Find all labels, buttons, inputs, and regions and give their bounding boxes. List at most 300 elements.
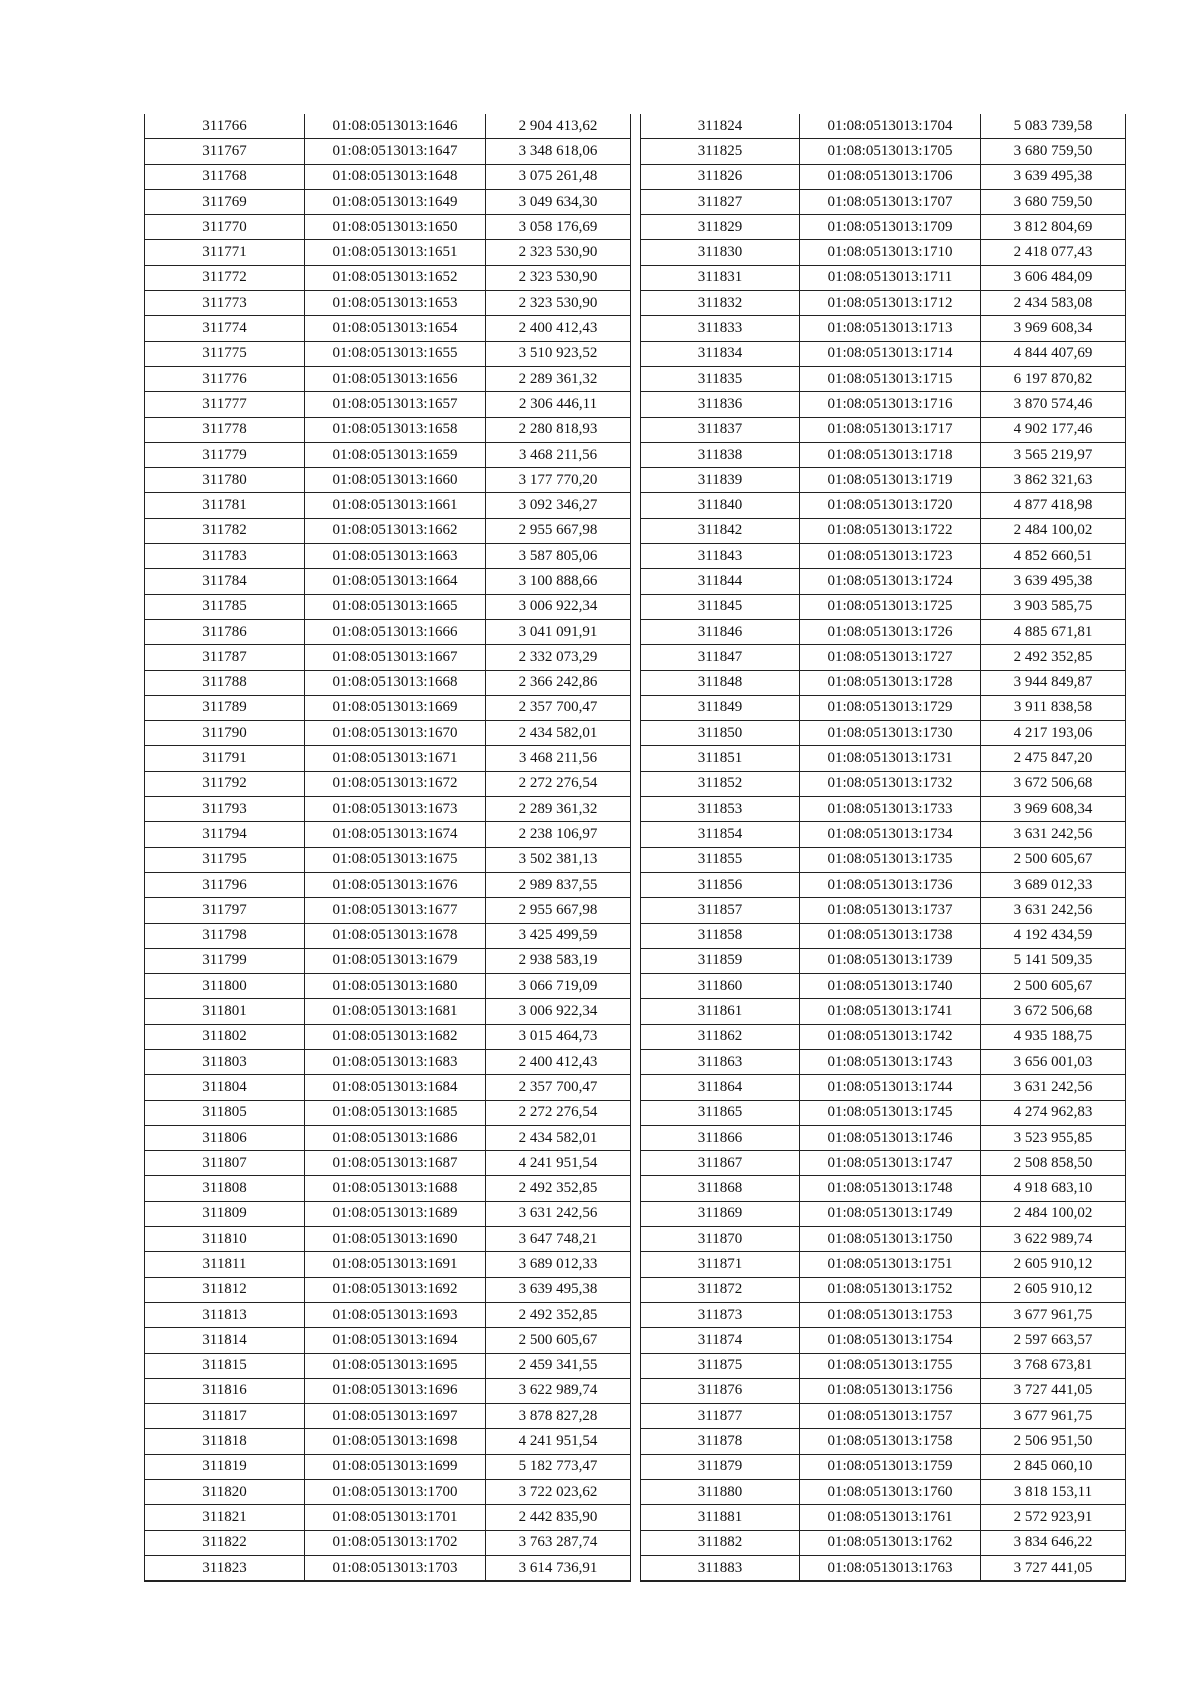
cadastral-value-cell: 6 197 870,82: [981, 366, 1126, 391]
cadastral-value-cell: 3 631 242,56: [981, 822, 1126, 847]
cadastral-number-cell: 01:08:0513013:1757: [800, 1404, 981, 1429]
cadastral-number-cell: 01:08:0513013:1663: [305, 544, 486, 569]
cadastral-number-cell: 01:08:0513013:1668: [305, 670, 486, 695]
cadastral-number-cell: 01:08:0513013:1652: [305, 265, 486, 290]
record-number-cell: 311814: [145, 1328, 305, 1353]
table-row: [641, 291, 1126, 316]
cadastral-number-cell: 01:08:0513013:1755: [800, 1353, 981, 1378]
cadastral-number-cell: 01:08:0513013:1754: [800, 1328, 981, 1353]
cadastral-number-cell: 01:08:0513013:1709: [800, 215, 981, 240]
record-number-cell: 311865: [641, 1100, 800, 1125]
table-row: [145, 569, 631, 594]
table-row: [145, 341, 631, 366]
record-number-cell: 311830: [641, 240, 800, 265]
record-number-cell: 311850: [641, 721, 800, 746]
cadastral-value-cell: 2 500 605,67: [981, 847, 1126, 872]
record-number-cell: 311800: [145, 974, 305, 999]
record-number-cell: 311774: [145, 316, 305, 341]
table-row: [641, 670, 1126, 695]
cadastral-number-cell: 01:08:0513013:1686: [305, 1125, 486, 1150]
cadastral-value-cell: 3 680 759,50: [981, 189, 1126, 214]
cadastral-value-cell: 3 468 211,56: [486, 746, 631, 771]
table-row: [145, 645, 631, 670]
table-row: [641, 999, 1126, 1024]
cadastral-number-cell: 01:08:0513013:1747: [800, 1151, 981, 1176]
cadastral-value-cell: 2 272 276,54: [486, 771, 631, 796]
cadastral-value-cell: 3 631 242,56: [486, 1201, 631, 1226]
table-row: [145, 493, 631, 518]
cadastral-value-cell: 3 092 346,27: [486, 493, 631, 518]
cadastral-number-cell: 01:08:0513013:1677: [305, 898, 486, 923]
record-number-cell: 311832: [641, 291, 800, 316]
table-row: [641, 366, 1126, 391]
table-row: [641, 797, 1126, 822]
table-row: [641, 544, 1126, 569]
cadastral-number-cell: 01:08:0513013:1738: [800, 923, 981, 948]
cadastral-value-cell: 3 006 922,34: [486, 999, 631, 1024]
table-row: [145, 164, 631, 189]
table-row: [145, 114, 631, 139]
table-row: [641, 898, 1126, 923]
cadastral-number-cell: 01:08:0513013:1736: [800, 872, 981, 897]
cadastral-value-cell: 2 434 582,01: [486, 721, 631, 746]
record-number-cell: 311821: [145, 1505, 305, 1530]
cadastral-number-cell: 01:08:0513013:1706: [800, 164, 981, 189]
cadastral-value-cell: 2 955 667,98: [486, 898, 631, 923]
cadastral-value-cell: 5 083 739,58: [981, 114, 1126, 139]
record-number-cell: 311855: [641, 847, 800, 872]
table-row: [641, 1454, 1126, 1479]
cadastral-value-cell: 2 492 352,85: [486, 1302, 631, 1327]
cadastral-number-cell: 01:08:0513013:1660: [305, 468, 486, 493]
table-row: [641, 1277, 1126, 1302]
cadastral-value-cell: 3 878 827,28: [486, 1404, 631, 1429]
record-number-cell: 311871: [641, 1252, 800, 1277]
record-number-cell: 311780: [145, 468, 305, 493]
cadastral-number-cell: 01:08:0513013:1646: [305, 114, 486, 139]
record-number-cell: 311787: [145, 645, 305, 670]
cadastral-value-cell: 3 631 242,56: [981, 1075, 1126, 1100]
table-row: [145, 746, 631, 771]
cadastral-value-cell: 3 647 748,21: [486, 1227, 631, 1252]
record-number-cell: 311767: [145, 139, 305, 164]
cadastral-number-cell: 01:08:0513013:1684: [305, 1075, 486, 1100]
cadastral-number-cell: 01:08:0513013:1715: [800, 366, 981, 391]
cadastral-number-cell: 01:08:0513013:1680: [305, 974, 486, 999]
table-row: [145, 1505, 631, 1530]
table-row: [145, 417, 631, 442]
record-number-cell: 311881: [641, 1505, 800, 1530]
cadastral-number-cell: 01:08:0513013:1703: [305, 1555, 486, 1581]
cadastral-value-cell: 2 400 412,43: [486, 1049, 631, 1074]
table-row: [641, 1227, 1126, 1252]
cadastral-number-cell: 01:08:0513013:1688: [305, 1176, 486, 1201]
cadastral-value-cell: 2 289 361,32: [486, 797, 631, 822]
record-number-cell: 311801: [145, 999, 305, 1024]
cadastral-value-cell: 3 656 001,03: [981, 1049, 1126, 1074]
cadastral-value-cell: 2 484 100,02: [981, 1201, 1126, 1226]
table-row: [145, 999, 631, 1024]
cadastral-value-cell: 2 500 605,67: [486, 1328, 631, 1353]
cadastral-value-cell: 2 357 700,47: [486, 1075, 631, 1100]
cadastral-number-cell: 01:08:0513013:1674: [305, 822, 486, 847]
cadastral-number-cell: 01:08:0513013:1735: [800, 847, 981, 872]
cadastral-value-cell: 4 902 177,46: [981, 417, 1126, 442]
cadastral-number-cell: 01:08:0513013:1740: [800, 974, 981, 999]
cadastral-value-cell: 3 523 955,85: [981, 1125, 1126, 1150]
record-number-cell: 311834: [641, 341, 800, 366]
record-number-cell: 311820: [145, 1480, 305, 1505]
table-row: [641, 392, 1126, 417]
record-number-cell: 311790: [145, 721, 305, 746]
table-row: [641, 1480, 1126, 1505]
table-row: [145, 215, 631, 240]
cadastral-number-cell: 01:08:0513013:1713: [800, 316, 981, 341]
record-number-cell: 311856: [641, 872, 800, 897]
cadastral-number-cell: 01:08:0513013:1758: [800, 1429, 981, 1454]
table-row: [145, 468, 631, 493]
record-number-cell: 311805: [145, 1100, 305, 1125]
cadastral-value-cell: 2 306 446,11: [486, 392, 631, 417]
cadastral-value-cell: 2 492 352,85: [981, 645, 1126, 670]
cadastral-value-cell: 2 238 106,97: [486, 822, 631, 847]
record-number-cell: 311771: [145, 240, 305, 265]
record-number-cell: 311835: [641, 366, 800, 391]
table-row: [641, 822, 1126, 847]
table-row: [641, 493, 1126, 518]
cadastral-value-cell: 3 834 646,22: [981, 1530, 1126, 1555]
table-row: [145, 619, 631, 644]
cadastral-value-cell: 3 818 153,11: [981, 1480, 1126, 1505]
cadastral-value-cell: 3 969 608,34: [981, 316, 1126, 341]
cadastral-value-cell: 2 605 910,12: [981, 1252, 1126, 1277]
table-row: [641, 872, 1126, 897]
record-number-cell: 311802: [145, 1024, 305, 1049]
cadastral-number-cell: 01:08:0513013:1728: [800, 670, 981, 695]
cadastral-number-cell: 01:08:0513013:1719: [800, 468, 981, 493]
cadastral-number-cell: 01:08:0513013:1763: [800, 1555, 981, 1581]
cadastral-number-cell: 01:08:0513013:1670: [305, 721, 486, 746]
cadastral-number-cell: 01:08:0513013:1648: [305, 164, 486, 189]
table-row: [145, 948, 631, 973]
cadastral-value-cell: 3 727 441,05: [981, 1555, 1126, 1581]
cadastral-number-cell: 01:08:0513013:1705: [800, 139, 981, 164]
cadastral-value-cell: 3 510 923,52: [486, 341, 631, 366]
table-row: [641, 1100, 1126, 1125]
cadastral-number-cell: 01:08:0513013:1692: [305, 1277, 486, 1302]
record-number-cell: 311877: [641, 1404, 800, 1429]
cadastral-number-cell: 01:08:0513013:1694: [305, 1328, 486, 1353]
record-number-cell: 311793: [145, 797, 305, 822]
record-number-cell: 311773: [145, 291, 305, 316]
cadastral-number-cell: 01:08:0513013:1716: [800, 392, 981, 417]
record-number-cell: 311879: [641, 1454, 800, 1479]
table-row: [641, 240, 1126, 265]
table-row: [145, 1353, 631, 1378]
table-row: [641, 417, 1126, 442]
record-number-cell: 311808: [145, 1176, 305, 1201]
cadastral-value-cell: 3 425 499,59: [486, 923, 631, 948]
cadastral-value-cell: 3 768 673,81: [981, 1353, 1126, 1378]
table-row: [641, 746, 1126, 771]
cadastral-number-cell: 01:08:0513013:1679: [305, 948, 486, 973]
cadastral-number-cell: 01:08:0513013:1662: [305, 518, 486, 543]
record-number-cell: 311791: [145, 746, 305, 771]
cadastral-number-cell: 01:08:0513013:1743: [800, 1049, 981, 1074]
table-row: [145, 1176, 631, 1201]
record-number-cell: 311813: [145, 1302, 305, 1327]
record-number-cell: 311858: [641, 923, 800, 948]
cadastral-number-cell: 01:08:0513013:1682: [305, 1024, 486, 1049]
cadastral-number-cell: 01:08:0513013:1742: [800, 1024, 981, 1049]
cadastral-value-cell: 3 672 506,68: [981, 771, 1126, 796]
record-number-cell: 311824: [641, 114, 800, 139]
table-row: [641, 974, 1126, 999]
record-number-cell: 311823: [145, 1555, 305, 1581]
cadastral-value-cell: 2 955 667,98: [486, 518, 631, 543]
table-row: [145, 316, 631, 341]
cadastral-value-cell: 3 468 211,56: [486, 442, 631, 467]
cadastral-value-cell: 4 918 683,10: [981, 1176, 1126, 1201]
cadastral-value-cell: 3 041 091,91: [486, 619, 631, 644]
cadastral-number-cell: 01:08:0513013:1666: [305, 619, 486, 644]
cadastral-number-cell: 01:08:0513013:1676: [305, 872, 486, 897]
cadastral-value-cell: 4 241 951,54: [486, 1151, 631, 1176]
table-row: [641, 771, 1126, 796]
cadastral-number-cell: 01:08:0513013:1748: [800, 1176, 981, 1201]
cadastral-value-cell: 3 006 922,34: [486, 594, 631, 619]
cadastral-value-cell: 3 639 495,38: [981, 164, 1126, 189]
registry-table-left: [144, 114, 631, 1582]
record-number-cell: 311863: [641, 1049, 800, 1074]
table-row: [641, 1378, 1126, 1403]
table-row: [641, 948, 1126, 973]
record-number-cell: 311866: [641, 1125, 800, 1150]
record-number-cell: 311829: [641, 215, 800, 240]
table-row: [641, 1252, 1126, 1277]
table-row: [641, 1125, 1126, 1150]
record-number-cell: 311874: [641, 1328, 800, 1353]
table-row: [641, 721, 1126, 746]
record-number-cell: 311825: [641, 139, 800, 164]
table-row: [145, 1201, 631, 1226]
record-number-cell: 311845: [641, 594, 800, 619]
table-row: [145, 670, 631, 695]
record-number-cell: 311843: [641, 544, 800, 569]
cadastral-number-cell: 01:08:0513013:1681: [305, 999, 486, 1024]
record-number-cell: 311779: [145, 442, 305, 467]
record-number-cell: 311846: [641, 619, 800, 644]
table-row: [641, 316, 1126, 341]
cadastral-value-cell: 3 727 441,05: [981, 1378, 1126, 1403]
record-number-cell: 311778: [145, 417, 305, 442]
table-row: [641, 1530, 1126, 1555]
cadastral-value-cell: 2 280 818,93: [486, 417, 631, 442]
record-number-cell: 311775: [145, 341, 305, 366]
cadastral-number-cell: 01:08:0513013:1656: [305, 366, 486, 391]
cadastral-value-cell: 3 689 012,33: [486, 1252, 631, 1277]
cadastral-value-cell: 3 722 023,62: [486, 1480, 631, 1505]
cadastral-number-cell: 01:08:0513013:1759: [800, 1454, 981, 1479]
record-number-cell: 311883: [641, 1555, 800, 1581]
record-number-cell: 311827: [641, 189, 800, 214]
record-number-cell: 311833: [641, 316, 800, 341]
cadastral-number-cell: 01:08:0513013:1664: [305, 569, 486, 594]
record-number-cell: 311838: [641, 442, 800, 467]
record-number-cell: 311848: [641, 670, 800, 695]
table-row: [641, 341, 1126, 366]
record-number-cell: 311789: [145, 695, 305, 720]
cadastral-number-cell: 01:08:0513013:1685: [305, 1100, 486, 1125]
table-row: [145, 139, 631, 164]
table-row: [641, 1151, 1126, 1176]
cadastral-value-cell: 2 434 583,08: [981, 291, 1126, 316]
table-row: [145, 872, 631, 897]
table-row: [641, 1201, 1126, 1226]
cadastral-number-cell: 01:08:0513013:1723: [800, 544, 981, 569]
cadastral-value-cell: 3 911 838,58: [981, 695, 1126, 720]
record-number-cell: 311872: [641, 1277, 800, 1302]
record-number-cell: 311786: [145, 619, 305, 644]
record-number-cell: 311876: [641, 1378, 800, 1403]
cadastral-value-cell: 4 935 188,75: [981, 1024, 1126, 1049]
cadastral-number-cell: 01:08:0513013:1720: [800, 493, 981, 518]
cadastral-value-cell: 3 075 261,48: [486, 164, 631, 189]
cadastral-number-cell: 01:08:0513013:1761: [800, 1505, 981, 1530]
cadastral-value-cell: 4 274 962,83: [981, 1100, 1126, 1125]
cadastral-number-cell: 01:08:0513013:1665: [305, 594, 486, 619]
record-number-cell: 311812: [145, 1277, 305, 1302]
cadastral-value-cell: 3 565 219,97: [981, 442, 1126, 467]
table-row: [641, 847, 1126, 872]
cadastral-number-cell: 01:08:0513013:1647: [305, 139, 486, 164]
cadastral-number-cell: 01:08:0513013:1733: [800, 797, 981, 822]
cadastral-value-cell: 3 862 321,63: [981, 468, 1126, 493]
cadastral-number-cell: 01:08:0513013:1661: [305, 493, 486, 518]
record-number-cell: 311796: [145, 872, 305, 897]
record-number-cell: 311788: [145, 670, 305, 695]
cadastral-number-cell: 01:08:0513013:1649: [305, 189, 486, 214]
cadastral-number-cell: 01:08:0513013:1699: [305, 1454, 486, 1479]
cadastral-number-cell: 01:08:0513013:1691: [305, 1252, 486, 1277]
cadastral-number-cell: 01:08:0513013:1718: [800, 442, 981, 467]
table-row: [145, 392, 631, 417]
cadastral-value-cell: 5 182 773,47: [486, 1454, 631, 1479]
table-row: [145, 1480, 631, 1505]
cadastral-number-cell: 01:08:0513013:1690: [305, 1227, 486, 1252]
table-row: [641, 468, 1126, 493]
table-row: [145, 974, 631, 999]
cadastral-value-cell: 3 066 719,09: [486, 974, 631, 999]
registry-table-left-body: [145, 114, 631, 1581]
record-number-cell: 311772: [145, 265, 305, 290]
cadastral-number-cell: 01:08:0513013:1698: [305, 1429, 486, 1454]
cadastral-number-cell: 01:08:0513013:1760: [800, 1480, 981, 1505]
record-number-cell: 311768: [145, 164, 305, 189]
record-number-cell: 311776: [145, 366, 305, 391]
cadastral-value-cell: 3 606 484,09: [981, 265, 1126, 290]
table-row: [145, 1302, 631, 1327]
record-number-cell: 311817: [145, 1404, 305, 1429]
record-number-cell: 311861: [641, 999, 800, 1024]
cadastral-value-cell: 2 459 341,55: [486, 1353, 631, 1378]
cadastral-number-cell: 01:08:0513013:1704: [800, 114, 981, 139]
table-row: [145, 923, 631, 948]
cadastral-number-cell: 01:08:0513013:1659: [305, 442, 486, 467]
cadastral-value-cell: 4 877 418,98: [981, 493, 1126, 518]
record-number-cell: 311797: [145, 898, 305, 923]
cadastral-number-cell: 01:08:0513013:1722: [800, 518, 981, 543]
table-row: [145, 898, 631, 923]
table-row: [145, 771, 631, 796]
record-number-cell: 311857: [641, 898, 800, 923]
table-row: [145, 1227, 631, 1252]
table-row: [641, 442, 1126, 467]
cadastral-value-cell: 3 639 495,38: [981, 569, 1126, 594]
cadastral-value-cell: 2 845 060,10: [981, 1454, 1126, 1479]
cadastral-value-cell: 2 323 530,90: [486, 265, 631, 290]
cadastral-number-cell: 01:08:0513013:1746: [800, 1125, 981, 1150]
record-number-cell: 311826: [641, 164, 800, 189]
registry-table-right-body: [641, 114, 1126, 1581]
table-row: [641, 518, 1126, 543]
record-number-cell: 311862: [641, 1024, 800, 1049]
record-number-cell: 311792: [145, 771, 305, 796]
cadastral-value-cell: 3 672 506,68: [981, 999, 1126, 1024]
record-number-cell: 311840: [641, 493, 800, 518]
cadastral-value-cell: 4 852 660,51: [981, 544, 1126, 569]
record-number-cell: 311852: [641, 771, 800, 796]
cadastral-value-cell: 2 492 352,85: [486, 1176, 631, 1201]
record-number-cell: 311839: [641, 468, 800, 493]
cadastral-value-cell: 3 677 961,75: [981, 1302, 1126, 1327]
table-row: [145, 594, 631, 619]
cadastral-number-cell: 01:08:0513013:1744: [800, 1075, 981, 1100]
table-row: [641, 1176, 1126, 1201]
record-number-cell: 311842: [641, 518, 800, 543]
table-row: [145, 1125, 631, 1150]
table-row: [145, 240, 631, 265]
cadastral-number-cell: 01:08:0513013:1731: [800, 746, 981, 771]
record-number-cell: 311878: [641, 1429, 800, 1454]
record-number-cell: 311798: [145, 923, 305, 948]
cadastral-value-cell: 2 442 835,90: [486, 1505, 631, 1530]
record-number-cell: 311783: [145, 544, 305, 569]
cadastral-number-cell: 01:08:0513013:1756: [800, 1378, 981, 1403]
cadastral-value-cell: 2 572 923,91: [981, 1505, 1126, 1530]
cadastral-value-cell: 3 680 759,50: [981, 139, 1126, 164]
cadastral-value-cell: 2 418 077,43: [981, 240, 1126, 265]
record-number-cell: 311860: [641, 974, 800, 999]
table-row: [145, 291, 631, 316]
cadastral-value-cell: 2 500 605,67: [981, 974, 1126, 999]
record-number-cell: 311844: [641, 569, 800, 594]
cadastral-value-cell: 2 989 837,55: [486, 872, 631, 897]
record-number-cell: 311769: [145, 189, 305, 214]
cadastral-value-cell: 3 870 574,46: [981, 392, 1126, 417]
table-row: [641, 594, 1126, 619]
cadastral-number-cell: 01:08:0513013:1654: [305, 316, 486, 341]
cadastral-number-cell: 01:08:0513013:1751: [800, 1252, 981, 1277]
cadastral-number-cell: 01:08:0513013:1727: [800, 645, 981, 670]
cadastral-number-cell: 01:08:0513013:1672: [305, 771, 486, 796]
cadastral-value-cell: 3 763 287,74: [486, 1530, 631, 1555]
cadastral-number-cell: 01:08:0513013:1752: [800, 1277, 981, 1302]
record-number-cell: 311809: [145, 1201, 305, 1226]
cadastral-number-cell: 01:08:0513013:1732: [800, 771, 981, 796]
cadastral-number-cell: 01:08:0513013:1673: [305, 797, 486, 822]
cadastral-value-cell: 3 058 176,69: [486, 215, 631, 240]
